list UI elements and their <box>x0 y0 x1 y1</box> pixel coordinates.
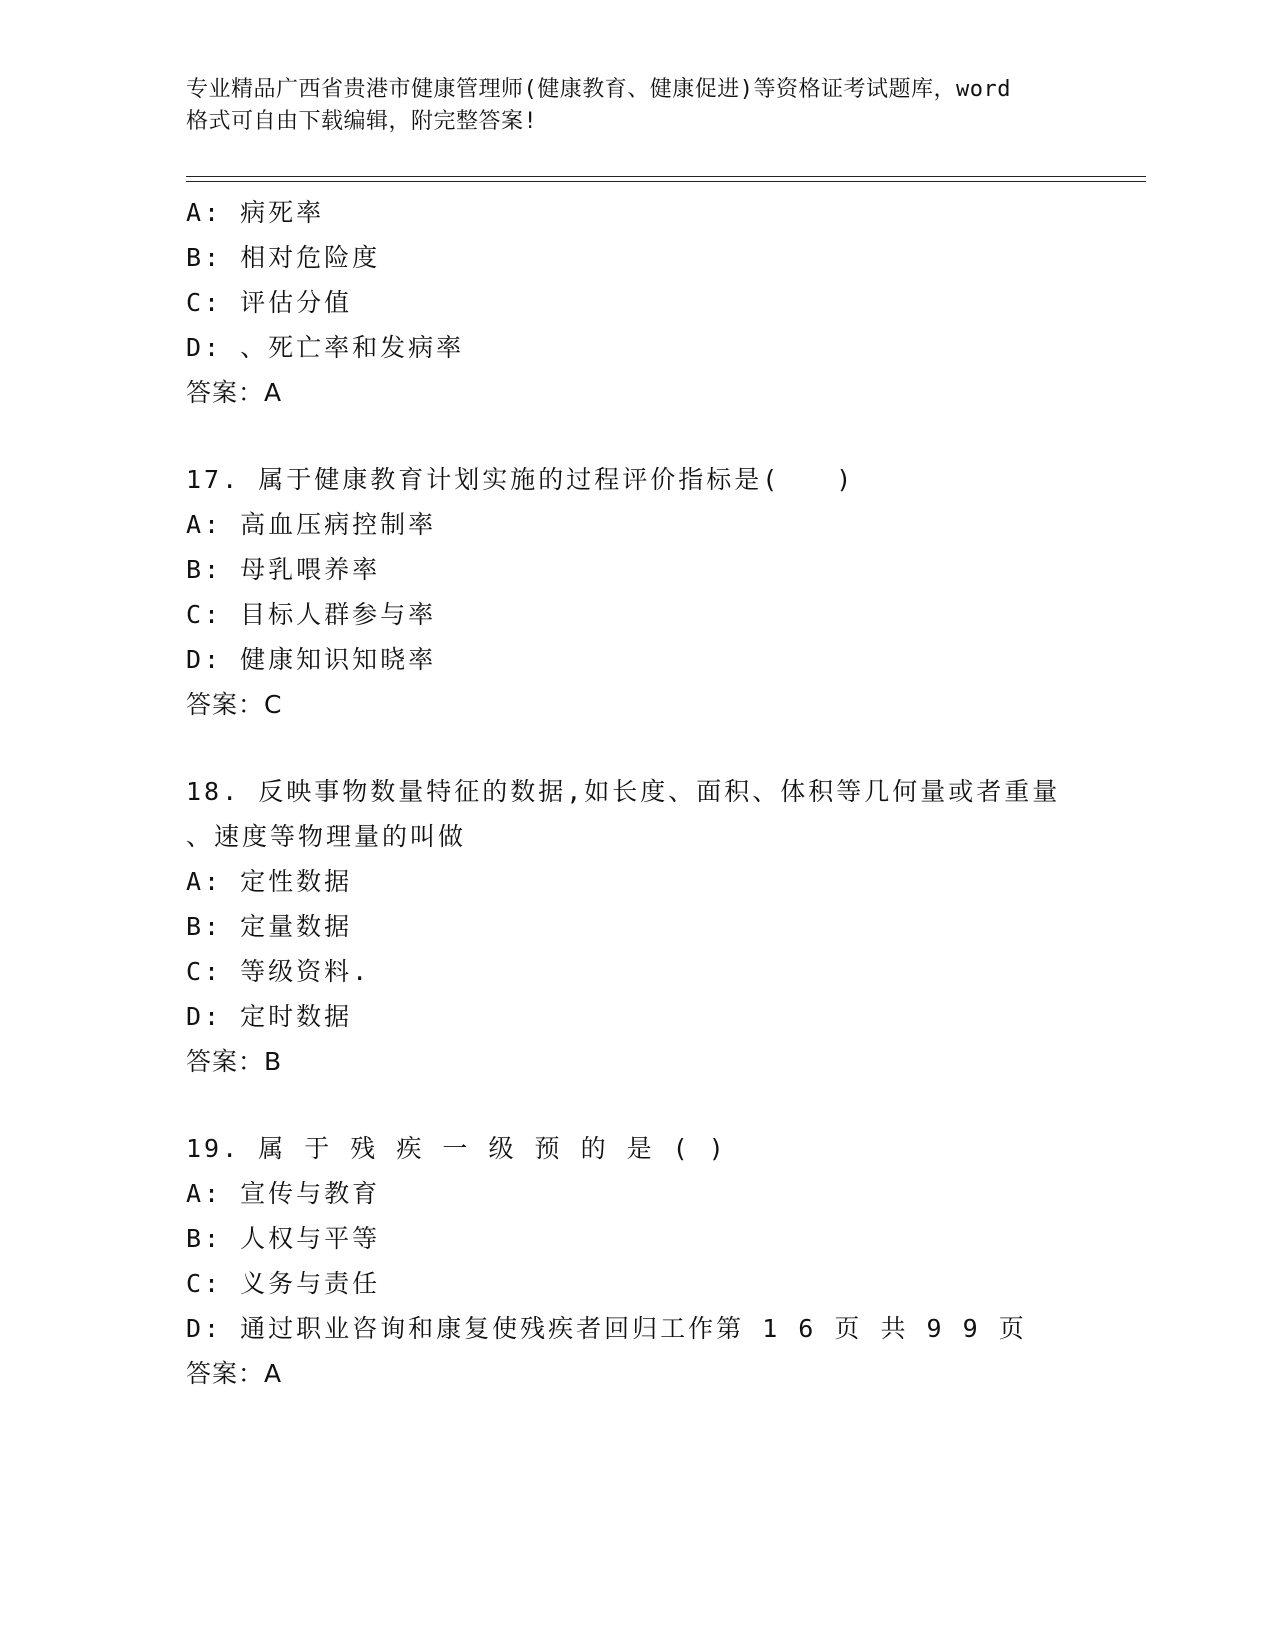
option-a: A: 高血压病控制率 <box>186 510 437 539</box>
option-c: C: 义务与责任 <box>186 1269 381 1298</box>
question-17 <box>186 457 1146 727</box>
answer: 答案：A <box>186 1359 283 1388</box>
option-c: C: 等级资料. <box>186 957 371 986</box>
option-b: B: 相对危险度 <box>186 243 381 272</box>
option-c: C: 目标人群参与率 <box>186 600 437 629</box>
option-d: D: 、死亡率和发病率 <box>186 333 465 362</box>
option-a: A: 病死率 <box>186 198 325 227</box>
question-list <box>186 190 1146 1396</box>
option-a: A: 定性数据 <box>186 867 353 896</box>
option-a: A: 宣传与教育 <box>186 1179 381 1208</box>
option-d: D: 通过职业咨询和康复使残疾者回归工作第 1 6 页 共 9 9 页 <box>186 1314 1027 1343</box>
answer: 答案：A <box>186 378 283 407</box>
question-16 <box>186 190 1146 415</box>
option-d: D: 健康知识知晓率 <box>186 645 437 674</box>
question-title: 19. 属 于 残 疾 一 级 预 的 是 ( ) <box>186 1134 727 1163</box>
option-c: C: 评估分值 <box>186 288 353 317</box>
question-19 <box>186 1126 1146 1396</box>
option-b: B: 母乳喂养率 <box>186 555 381 584</box>
spacer <box>186 415 1146 457</box>
answer: 答案：B <box>186 1047 283 1076</box>
document-header <box>186 74 1086 138</box>
question-title-line-2: 、速度等物理量的叫做 <box>186 822 467 851</box>
option-b: B: 定量数据 <box>186 912 353 941</box>
header-line-2: 格式可自由下载编辑，附完整答案! <box>186 109 538 134</box>
option-b: B: 人权与平等 <box>186 1224 381 1253</box>
answer: 答案：C <box>186 690 283 719</box>
option-d: D: 定时数据 <box>186 1002 353 1031</box>
header-line-1: 专业精品广西省贵港市健康管理师(健康教育、健康促进)等资格证考试题库，word <box>186 77 1011 102</box>
question-title-line-1: 18. 反映事物数量特征的数据,如长度、面积、体积等几何量或者重量 <box>186 777 1061 806</box>
spacer <box>186 727 1146 769</box>
spacer <box>186 1084 1146 1126</box>
header-divider-top <box>186 176 1146 177</box>
question-18 <box>186 769 1146 1084</box>
question-title: 17. 属于健康教育计划实施的过程评价指标是( ) <box>186 465 855 494</box>
header-divider-bottom <box>186 181 1146 182</box>
